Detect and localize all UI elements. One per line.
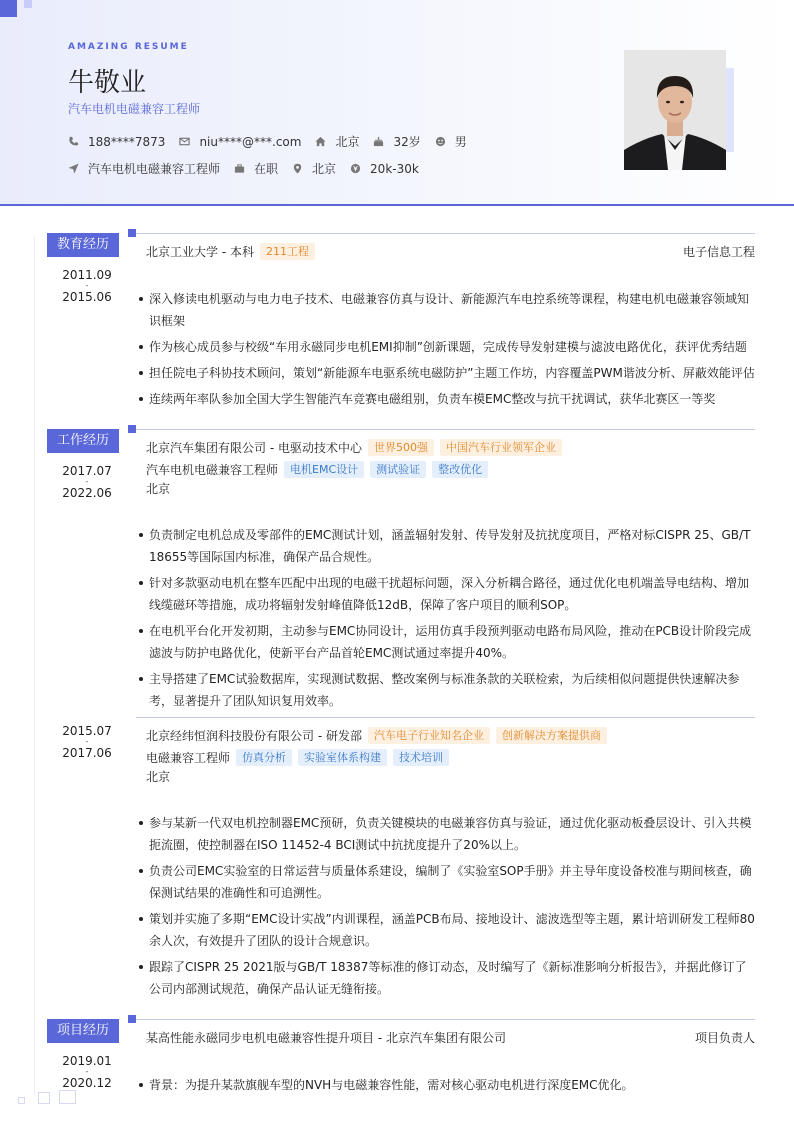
list-item: 针对多款驱动电机在整车匹配中出现的电磁干扰超标问题，深入分析耦合路径，通过优化电机端盖导电结构、增加线缆磁环等措施，成功将辐射发射峰值降低12dB，保障了客户项目的顺利SOP。: [136, 572, 756, 616]
position-name: 电磁兼容工程师: [146, 751, 231, 765]
company-tag: 创新解决方案提供商: [496, 727, 607, 744]
age-info: [373, 133, 420, 150]
job-date: 2015.07 - 2017.06: [47, 724, 127, 760]
project-role: 项目负责人: [694, 1031, 755, 1045]
project-name: 某高性能永磁同步电机电磁兼容性提升项目 - 北京汽车集团有限公司: [146, 1031, 506, 1045]
footer-decoration: [59, 1090, 76, 1104]
salary-text: 20k-30k: [370, 161, 419, 176]
candidate-title: 汽车电机电磁兼容工程师: [68, 102, 201, 116]
job-location: 北京: [146, 770, 171, 784]
city-info: [292, 160, 336, 177]
mail-icon: [179, 136, 190, 147]
section-project-title: 项目经历: [47, 1019, 119, 1043]
job-company-row: [146, 727, 755, 744]
candidate-name: 牛敬业: [68, 68, 147, 98]
position-tag: 整改优化: [432, 461, 488, 478]
salary-icon: [350, 163, 361, 174]
company-name: 北京汽车集团有限公司 - 电驱动技术中心: [146, 441, 362, 455]
section-work-title: 工作经历: [47, 429, 119, 453]
phone-info: [68, 135, 165, 149]
list-item: 深入修读电机驱动与电力电子技术、电磁兼容仿真与设计、新能源汽车电控系统等课程，构建电机电磁兼容领域知识框架: [136, 288, 756, 332]
list-item: 参与某新一代双电机控制器EMC预研，负责关键模块的电磁兼容仿真与验证，通过优化驱动板叠层设计、引入共模扼流圈，使控制器在ISO 11452-4 BCI测试中抗扰度提升了20%以上。: [136, 812, 756, 856]
contact-info-row: [68, 133, 481, 150]
phone-text: 188****7873: [88, 134, 166, 149]
corner-decoration-small: [24, 0, 32, 8]
status-text: 在职: [254, 162, 279, 176]
target-position-text: 汽车电机电磁兼容工程师: [88, 162, 221, 176]
position-tag: 技术培训: [393, 749, 449, 766]
resume-tagline: AMAZING RESUME: [68, 42, 189, 52]
list-item: 作为核心成员参与校级“车用永磁同步电机EMI抑制”创新课题，完成传导发射建模与滤波电路优化，获评优秀结题: [136, 336, 756, 358]
home-text: 北京: [335, 135, 360, 149]
city-text: 北京: [312, 162, 337, 176]
list-item: 跟踪了CISPR 25 2021版与GB/T 18387等标准的修订动态，及时编写了《新标准影响分析报告》，并据此修订了公司内部测试规范，确保产品认证无缝衔接。: [136, 956, 756, 1000]
job-position-row: [146, 749, 449, 766]
job-location: 北京: [146, 482, 171, 496]
list-item: 策划并实施了多期“EMC设计实战”内训课程，涵盖PCB布局、接地设计、滤波选型等主题，累计培训研发工程师80余人次，有效提升了团队的设计合规意识。: [136, 908, 756, 952]
school-tag: 211工程: [260, 243, 315, 260]
email-text: niu****@***.com: [199, 134, 302, 149]
major-name: 电子信息工程: [682, 245, 755, 259]
education-date-end: 2015.06: [62, 290, 112, 304]
project-date-end: 2020.12: [62, 1076, 112, 1090]
gender-icon: [435, 136, 446, 147]
gender-text: 男: [454, 135, 467, 149]
home-icon: [315, 136, 326, 147]
job-position-row: [146, 461, 488, 478]
job-bullets: [136, 812, 756, 1004]
position-tag: 测试验证: [370, 461, 426, 478]
job-info-row: [68, 160, 433, 177]
education-bullets: [136, 288, 756, 414]
section-divider: [136, 1019, 755, 1020]
education-date-start: 2011.09: [62, 268, 112, 282]
email-info: [179, 135, 301, 149]
company-tag: 世界500强: [368, 439, 434, 456]
cake-icon: [373, 136, 384, 147]
section-divider: [136, 429, 755, 430]
target-position-info: [68, 160, 220, 177]
job-divider: [136, 717, 755, 718]
position-tag: 实验室体系构建: [298, 749, 387, 766]
education-header: [146, 243, 755, 260]
location-icon: [292, 163, 303, 174]
gender-info: [435, 133, 467, 150]
age-text: 32岁: [393, 135, 421, 149]
job-date-start: 2015.07: [62, 724, 112, 738]
job-date-start: 2017.07: [62, 464, 112, 478]
resume-header: [0, 0, 794, 206]
education-date: 2011.09 - 2015.06: [47, 268, 127, 304]
profile-photo: [624, 50, 726, 170]
section-divider: [136, 233, 755, 234]
section-marker: [128, 229, 136, 237]
project-bullets: [136, 1074, 756, 1100]
section-marker: [128, 1015, 136, 1023]
job-date: 2017.07 - 2022.06: [47, 464, 127, 500]
list-item: 担任院电子科协技术顾问，策划“新能源车电驱系统电磁防护”主题工作坊，内容覆盖PWM谐波分析、屏蔽效能评估: [136, 362, 756, 384]
project-date-start: 2019.01: [62, 1054, 112, 1068]
project-header: [146, 1029, 755, 1046]
list-item: 连续两年率队参加全国大学生智能汽车竞赛电磁组别，负责车模EMC整改与抗干扰调试，获华北赛区一等奖: [136, 388, 756, 410]
timeline-line: [34, 236, 35, 1096]
school-name: 北京工业大学 - 本科: [146, 245, 254, 259]
section-education-title: 教育经历: [47, 233, 119, 257]
salary-info: [350, 162, 419, 176]
company-tag: 中国汽车行业领军企业: [440, 439, 562, 456]
list-item: 负责制定电机总成及零部件的EMC测试计划，涵盖辐射发射、传导发射及抗扰度项目，严格对标CISPR 25、GB/T 18655等国际国内标准，确保产品合规性。: [136, 524, 756, 568]
corner-decoration: [0, 0, 17, 17]
job-company-row: [146, 439, 755, 456]
footer-decoration: [38, 1092, 50, 1104]
send-icon: [68, 163, 79, 174]
project-date: 2019.01 - 2020.12: [47, 1054, 127, 1090]
company-name: 北京经纬恒润科技股份有限公司 - 研发部: [146, 729, 362, 743]
position-name: 汽车电机电磁兼容工程师: [146, 463, 279, 477]
phone-icon: [68, 136, 79, 147]
job-bullets: [136, 524, 756, 716]
position-tag: 仿真分析: [236, 749, 292, 766]
position-tag: 电机EMC设计: [284, 461, 364, 478]
job-date-end: 2017.06: [62, 746, 112, 760]
briefcase-icon: [234, 163, 245, 174]
company-tag: 汽车电子行业知名企业: [368, 727, 490, 744]
footer-decoration: [18, 1097, 25, 1104]
status-info: [234, 160, 278, 177]
list-item: 在电机平台化开发初期，主动参与EMC协同设计，运用仿真手段预判驱动电路布局风险，推动在PCB设计阶段完成滤波与防护电路优化，使新平台产品首轮EMC测试通过率提升40%。: [136, 620, 756, 664]
section-marker: [128, 425, 136, 433]
list-item: 负责公司EMC实验室的日常运营与质量体系建设，编制了《实验室SOP手册》并主导年度设备校准与期间核查，确保测试结果的准确性和可追溯性。: [136, 860, 756, 904]
list-item: 主导搭建了EMC试验数据库，实现测试数据、整改案例与标准条款的关联检索，为后续相似问题提供快速解决参考，显著提升了团队知识复用效率。: [136, 668, 756, 712]
job-date-end: 2022.06: [62, 486, 112, 500]
list-item: 背景：为提升某款旗舰车型的NVH与电磁兼容性能，需对核心驱动电机进行深度EMC优化。: [136, 1074, 756, 1096]
home-info: [315, 133, 359, 150]
